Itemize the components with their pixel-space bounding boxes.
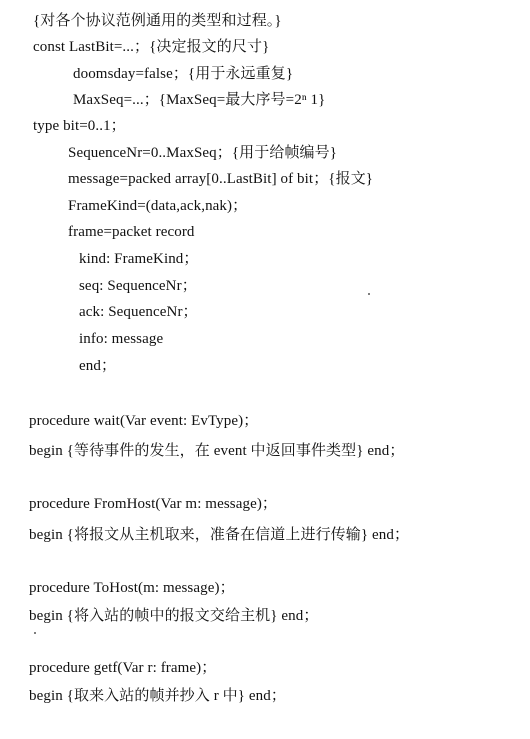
code-line-proc-getf-body: begin {取来入站的帧并抄入 r 中} end； (29, 688, 286, 704)
code-line-const-lastbit: const LastBit=...；{决定报文的尺寸} (33, 39, 270, 55)
code-line-proc-wait-body: begin {等待事件的发生，在 event 中返回事件类型} end； (29, 443, 405, 459)
code-line-sequencenr: SequenceNr=0..MaxSeq；{用于给帧编号} (68, 145, 338, 161)
code-line-frame-record: frame=packet record (68, 224, 195, 240)
code-line-type-bit: type bit=0..1； (33, 118, 126, 134)
code-line-message: message=packed array[0..LastBit] of bit；{报文} (68, 171, 374, 187)
code-line-field-kind: kind: FrameKind； (79, 251, 199, 267)
code-line-proc-fromhost-body: begin {将报文从主机取来，准备在信道上进行传输} end； (29, 527, 410, 543)
code-line-proc-wait: procedure wait(Var event: EvType)； (29, 413, 259, 429)
code-line-proc-tohost-body: begin {将入站的帧中的报文交给主机} end； (29, 608, 319, 624)
code-line-comment-header: {对各个协议范例通用的类型和过程。} (33, 13, 282, 29)
code-line-field-ack: ack: SequenceNr； (79, 304, 198, 320)
code-line-field-info: info: message (79, 331, 164, 347)
code-line-record-end: end； (79, 358, 117, 374)
code-line-proc-tohost: procedure ToHost(m: message)； (29, 580, 235, 596)
code-line-proc-fromhost: procedure FromHost(Var m: message)； (29, 496, 278, 512)
scan-speck (368, 293, 370, 295)
code-line-doomsday: doomsday=false；{用于永远重复} (73, 66, 294, 82)
code-line-proc-getf: procedure getf(Var r: frame)； (29, 660, 217, 676)
code-line-field-seq: seq: SequenceNr； (79, 278, 197, 294)
scan-speck (34, 632, 36, 634)
code-line-framekind: FrameKind=(data,ack,nak)； (68, 198, 248, 214)
code-line-maxseq: MaxSeq=...；{MaxSeq=最大序号=2ⁿ 1} (73, 92, 326, 108)
